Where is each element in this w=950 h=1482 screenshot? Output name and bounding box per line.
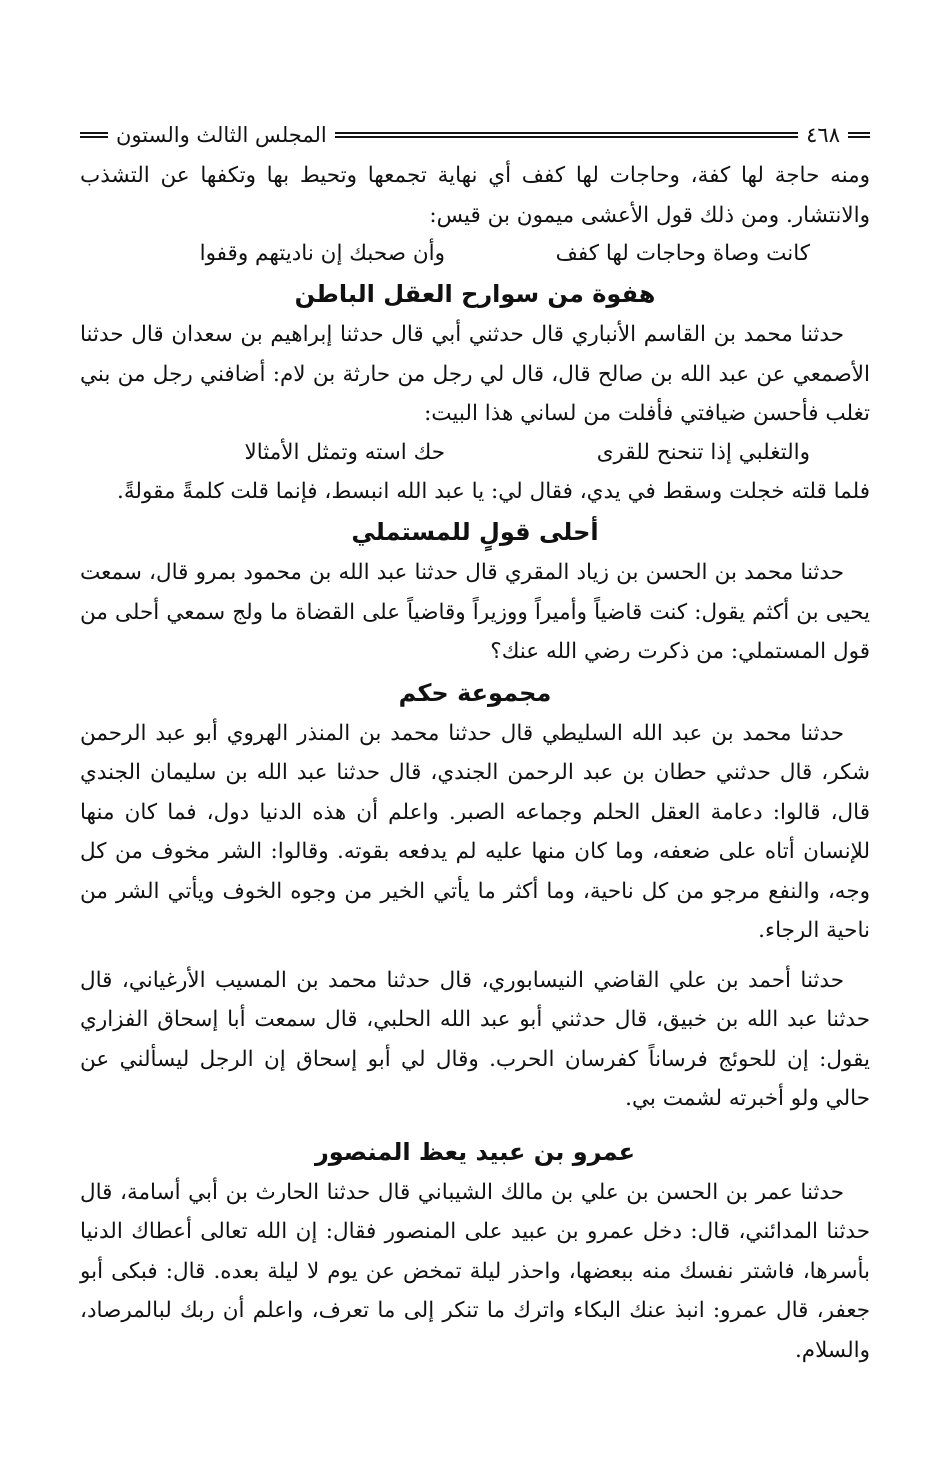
section-paragraph: حدثنا محمد بن الحسن بن زياد المقري قال حدثنا عبد الله بن محمود بمرو قال، سمعت يحيى بن أكثم يقول: كنت قاضياً وأميراً ووزيراً وقاضياً على القضاة ما ولج سمعي أحلى من قول المستملي: من ذكرت رضي الله عنك؟ <box>80 560 870 664</box>
section-paragraph: حدثنا أحمد بن علي القاضي النيسابوري، قال حدثنا محمد بن المسيب الأرغياني، قال حدثنا عبد الله بن خبيق، قال حدثني أبو عبد الله الحلبي، قال سمعت أبا إسحاق الفزاري يقول: إن للحوئج فرساناً كفرسان الحرب. وقال لي أبو إسحاق إن الرجل ليسألني عن حالي ولو أخبرته لشمت بي. <box>80 967 870 1111</box>
verse-first-hemistich: والتغلبي إذا تنحنح للقرى <box>596 439 810 465</box>
section-paragraph: حدثنا عمر بن الحسن بن علي بن مالك الشيباني قال حدثنا الحارث بن أبي أسامة، قال حدثنا المدائني، قال: دخل عمرو بن عبيد على المنصور فقال: إن الله تعالى أعطاك الدنيا بأسرها، فاشتر نفسك منه ببعضها، واحذر ليلة تمخض عن يوم لا ليلة بعده. قال: فبكى أبو جعفر، قال عمرو: انبذ عنك البكاء واترك ما تنكر إلى ما تعرف، واعلم أن ربك لبالمرصاد، والسلام. <box>80 1179 870 1363</box>
section-paragraph: حدثنا محمد بن القاسم الأنباري قال حدثني أبي قال حدثنا إبراهيم بن سعدان قال حدثنا الأصمعي عن عبد الله بن صالح قال، قال لي رجل من حارثة بن لام: أضافني رجل من بني تغلب فأحسن ضيافتي فأفلت من لساني هذا البيت: <box>80 322 870 426</box>
poem-verse <box>80 235 870 273</box>
poem-verse <box>80 434 870 472</box>
section-heading: عمرو بن عبيد يعظ المنصور <box>314 1137 636 1166</box>
section-paragraph-continued: فلما قلته خجلت وسقط في يدي، فقال لي: يا عبد الله انبسط، فإنما قلت كلمةً مقولةً. <box>117 478 870 504</box>
section-heading: هفوة من سوارح العقل الباطن <box>294 280 656 308</box>
header-rule-middle <box>335 132 798 138</box>
intro-paragraph: ومنه حاجة لها كفة، وحاجات لها كفف أي نهاية تجمعها وتحيط بها وتكفها عن التشذب والانتشار. ومن ذلك قول الأعشى ميمون بن قيس: <box>80 163 870 228</box>
running-header <box>80 118 870 152</box>
verse-second-hemistich: حك استه وتمثل الأمثالا <box>244 439 445 465</box>
header-rule-right-end <box>848 132 870 138</box>
page-title: المجلس الثالث والستون <box>116 122 327 147</box>
verse-first-hemistich: كانت وصاة وحاجات لها كفف <box>555 241 810 266</box>
header-rule-left-end <box>80 132 108 138</box>
section-paragraph: حدثنا محمد بن عبد الله السليطي قال حدثنا محمد بن المنذر الهروي أبو عبد الرحمن شكر، قال حدثني حطان بن عبد الرحمن الجندي، قال حدثنا عبد الله بن سليمان الجندي قال، قالوا: دعامة العقل الحلم وجماعه الصبر. واعلم أن هذه الدنيا دول، فما كان منها للإنسان أتاه على ضعفه، وما كان منها عليه لم يدفعه بقوته. وقالوا: الشر مخوف من كل وجه، والنفع مرجو من كل ناحية، وما أكثر ما يأتي الخير من وجوه الخوف ويأتي الشر من ناحية الرجاء. <box>80 720 870 943</box>
book-page <box>80 118 870 1370</box>
section-heading: أحلى قولٍ للمستملي <box>351 518 599 546</box>
section-heading: مجموعة حكم <box>398 678 552 707</box>
page-number: ٤٦٨ <box>806 122 840 147</box>
verse-second-hemistich: وأن صحبك إن ناديتهم وقفوا <box>199 241 445 266</box>
